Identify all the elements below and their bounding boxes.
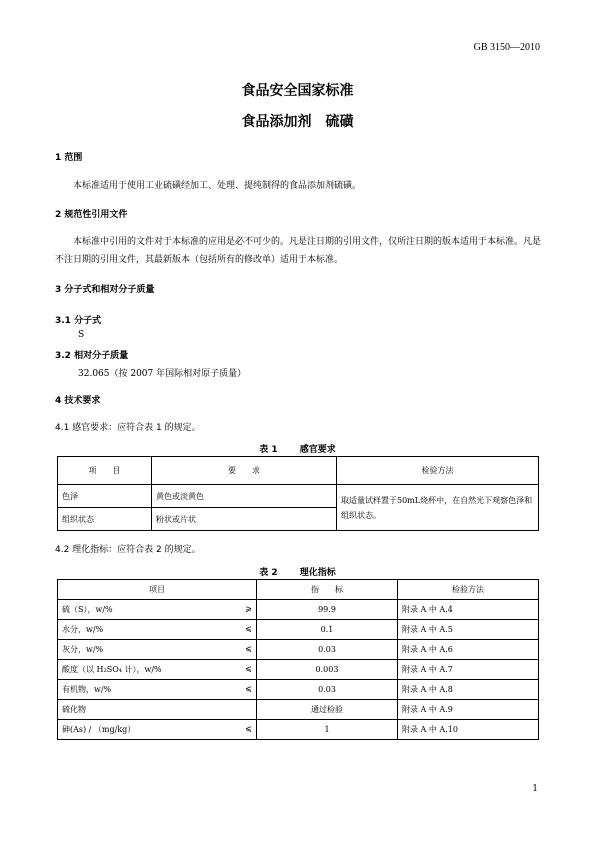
- table-cell: [58, 620, 257, 640]
- table-cell: [58, 680, 257, 700]
- sensory-requirements-table: [57, 456, 539, 531]
- page-number: 1: [532, 784, 538, 794]
- table-cell: 0.1: [257, 620, 398, 640]
- section-1-heading: 1 范围: [55, 153, 83, 163]
- table-row: [58, 485, 539, 508]
- section-1-text: 本标准适用于使用工业硫磺经加工、处理、提纯制得的食品添加剂硫磺。: [73, 181, 362, 191]
- table-cell: 黄色或淡黄色: [152, 485, 337, 508]
- table-cell: 0.003: [257, 660, 398, 680]
- table-1-caption-number: 表 1: [259, 445, 278, 455]
- table-cell: [58, 660, 257, 680]
- section-4-heading: 4 技术要求: [55, 396, 101, 406]
- table-header-cell: 项 目: [58, 457, 152, 485]
- table-row: [58, 680, 539, 700]
- comparison-symbol: ⩽: [245, 624, 252, 633]
- table-row: [58, 720, 539, 740]
- table-row: [58, 700, 539, 720]
- section-3-2-heading: 3.2 相对分子质量: [55, 351, 129, 361]
- table-2-caption: [0, 565, 595, 578]
- table-cell: 色泽: [58, 485, 152, 508]
- table-cell: 附录 A 中 A.10: [398, 720, 539, 740]
- table-cell: 组织状态: [58, 508, 152, 531]
- table-header-cell: 指 标: [257, 580, 398, 600]
- table-cell: 附录 A 中 A.7: [398, 660, 539, 680]
- standard-number: GB 3150—2010: [473, 42, 540, 53]
- item-name: 水分，w/%: [62, 625, 104, 634]
- comparison-symbol: ⩽: [245, 684, 252, 693]
- table-cell: [58, 640, 257, 660]
- table-cell: 0.03: [257, 680, 398, 700]
- section-2-heading: 2 规范性引用文件: [55, 210, 128, 220]
- table-cell: 附录 A 中 A.9: [398, 700, 539, 720]
- table-header-cell: 要 求: [152, 457, 337, 485]
- table-header-cell: 检验方法: [337, 457, 539, 485]
- table-2-caption-title: 理化指标: [299, 568, 336, 578]
- table-cell: 附录 A 中 A.6: [398, 640, 539, 660]
- table-cell: [58, 700, 257, 720]
- section-4-2-text: 4.2 理化指标：应符合表 2 的规定。: [55, 545, 201, 555]
- table-cell: 通过检验: [257, 700, 398, 720]
- molecular-formula: S: [78, 330, 85, 340]
- table-cell: [58, 600, 257, 620]
- item-name: 硫化物: [62, 705, 86, 714]
- comparison-symbol: ⩽: [245, 644, 252, 653]
- comparison-symbol: ⩽: [245, 724, 252, 733]
- table-row: [58, 640, 539, 660]
- table-2-caption-number: 表 2: [259, 568, 278, 578]
- comparison-symbol: ⩽: [245, 664, 252, 673]
- section-3-heading: 3 分子式和相对分子质量: [55, 285, 155, 295]
- table-cell: 99.9: [257, 600, 398, 620]
- table-cell-method: 取适量试样置于50mL烧杯中，在自然光下观察色泽和组织状态。: [337, 485, 539, 531]
- item-name: 砷(As) / （mg/kg）: [62, 725, 136, 734]
- table-1-caption-title: 感官要求: [299, 445, 336, 455]
- item-name: 酸度（以 H₂SO₄ 计），w/%: [62, 665, 162, 674]
- table-row: [58, 620, 539, 640]
- item-name: 灰分，w/%: [62, 645, 104, 654]
- document-title: 食品安全国家标准: [241, 83, 354, 99]
- table-row: [58, 660, 539, 680]
- table-cell: [58, 720, 257, 740]
- document-subtitle: 食品添加剂 硫磺: [241, 114, 354, 130]
- item-name: 硫（S），w/%: [62, 605, 113, 614]
- table-cell: 1: [257, 720, 398, 740]
- table-row: [58, 600, 539, 620]
- table-cell: 附录 A 中 A.4: [398, 600, 539, 620]
- physicochemical-indicators-table: [57, 579, 539, 740]
- table-header-row: [58, 580, 539, 600]
- table-cell: 附录 A 中 A.8: [398, 680, 539, 700]
- comparison-symbol: ⩾: [245, 604, 252, 613]
- table-header-row: [58, 457, 539, 485]
- item-name: 有机物，w/%: [62, 685, 112, 694]
- table-cell: 0.03: [257, 640, 398, 660]
- table-header-cell: 项目: [58, 580, 257, 600]
- table-header-cell: 检验方法: [398, 580, 539, 600]
- section-2-text: 本标准中引用的文件对于本标准的应用是必不可少的。凡是注日期的引用文件，仅所注日期的版本适用于本标准。凡是不注日期的引用文件，其最新版本（包括所有的修改单）适用于本标准。: [55, 237, 542, 265]
- molecular-mass: 32.065（按 2007 年国际相对原子质量）: [78, 369, 247, 379]
- table-cell: 附录 A 中 A.5: [398, 620, 539, 640]
- section-3-1-heading: 3.1 分子式: [55, 316, 102, 326]
- table-1-caption: [0, 442, 595, 455]
- section-4-1-text: 4.1 感官要求：应符合表 1 的规定。: [55, 423, 201, 433]
- table-cell: 粉状或片状: [152, 508, 337, 531]
